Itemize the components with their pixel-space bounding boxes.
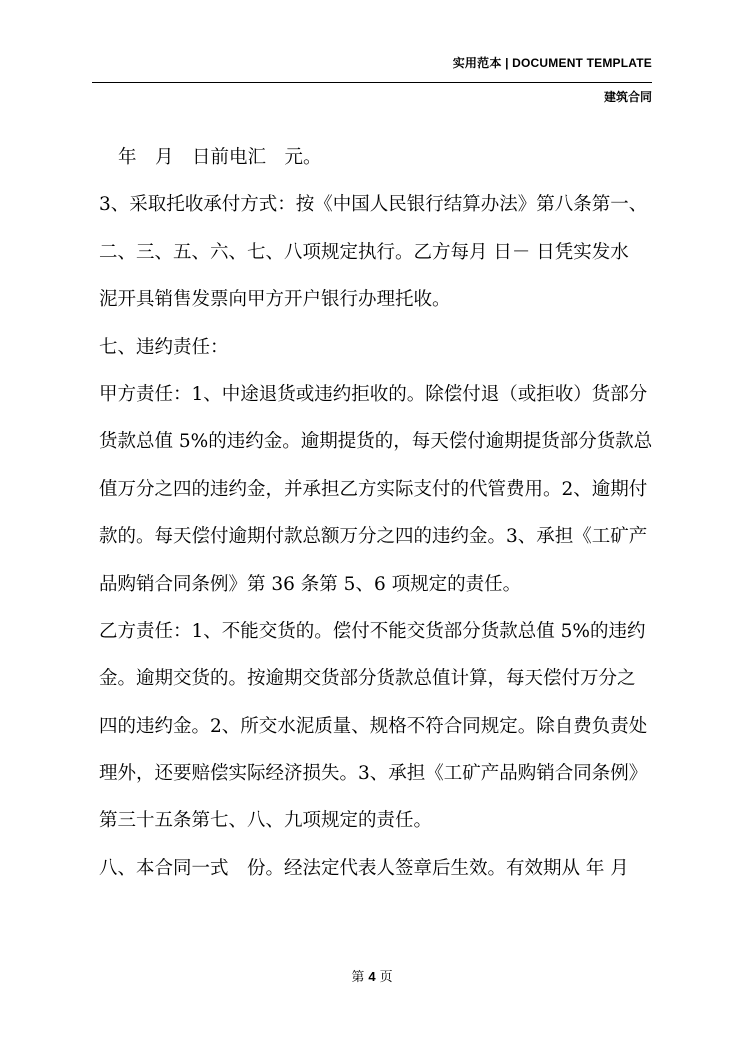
contract-body: [99, 138, 655, 896]
page-number: 4: [368, 969, 376, 984]
page-prefix: 第: [351, 970, 365, 985]
document-header-title: 实用范本 | DOCUMENT TEMPLATE: [452, 56, 652, 70]
page-footer: [0, 966, 744, 985]
text-line-15: 第三十五条第七、八、九项规定的责任。: [99, 810, 433, 832]
text-line-6: 甲方责任：1、中途退货或违约拒收的。除偿付退（或拒收）货部分: [99, 383, 648, 405]
text-line-12: 金。逾期交货的。按逾期交货部分货款总值计算，每天偿付万分之: [99, 668, 636, 690]
text-line-9: 款的。每天偿付逾期付款总额万分之四的违约金。3、承担《工矿产: [99, 526, 648, 548]
text-line-8: 值万分之四的违约金，并承担乙方实际支付的代管费用。2、逾期付: [99, 478, 648, 500]
text-line-5: 七、违约责任：: [99, 336, 229, 358]
text-line-4: 泥开具销售发票向甲方开户银行办理托收。: [99, 289, 451, 311]
text-line-3: 二、三、五、六、七、八项规定执行。乙方每月 日－ 日凭实发水: [99, 241, 629, 263]
text-line-16: 八、本合同一式 份。经法定代表人签章后生效。有效期从 年 月: [99, 857, 629, 879]
header-divider: [92, 82, 652, 83]
document-category: 建筑合同: [603, 90, 652, 104]
text-line-7: 货款总值 5%的违约金。逾期提货的，每天偿付逾期提货部分货款总: [99, 431, 653, 453]
page-suffix: 页: [379, 970, 393, 985]
text-line-14: 理外，还要赔偿实际经济损失。3、承担《工矿产品购销合同条例》: [99, 763, 648, 785]
text-line-1: 年 月 日前电汇 元。: [118, 147, 322, 168]
text-line-11: 乙方责任：1、不能交货的。偿付不能交货部分货款总值 5%的违约: [99, 620, 646, 642]
text-line-10: 品购销合同条例》第 36 条第 5、6 项规定的责任。: [99, 573, 522, 595]
text-line-13: 四的违约金。2、所交水泥质量、规格不符合同规定。除自费负责处: [99, 715, 648, 737]
text-line-2: 3、采取托收承付方式：按《中国人民银行结算办法》第八条第一、: [99, 194, 648, 216]
